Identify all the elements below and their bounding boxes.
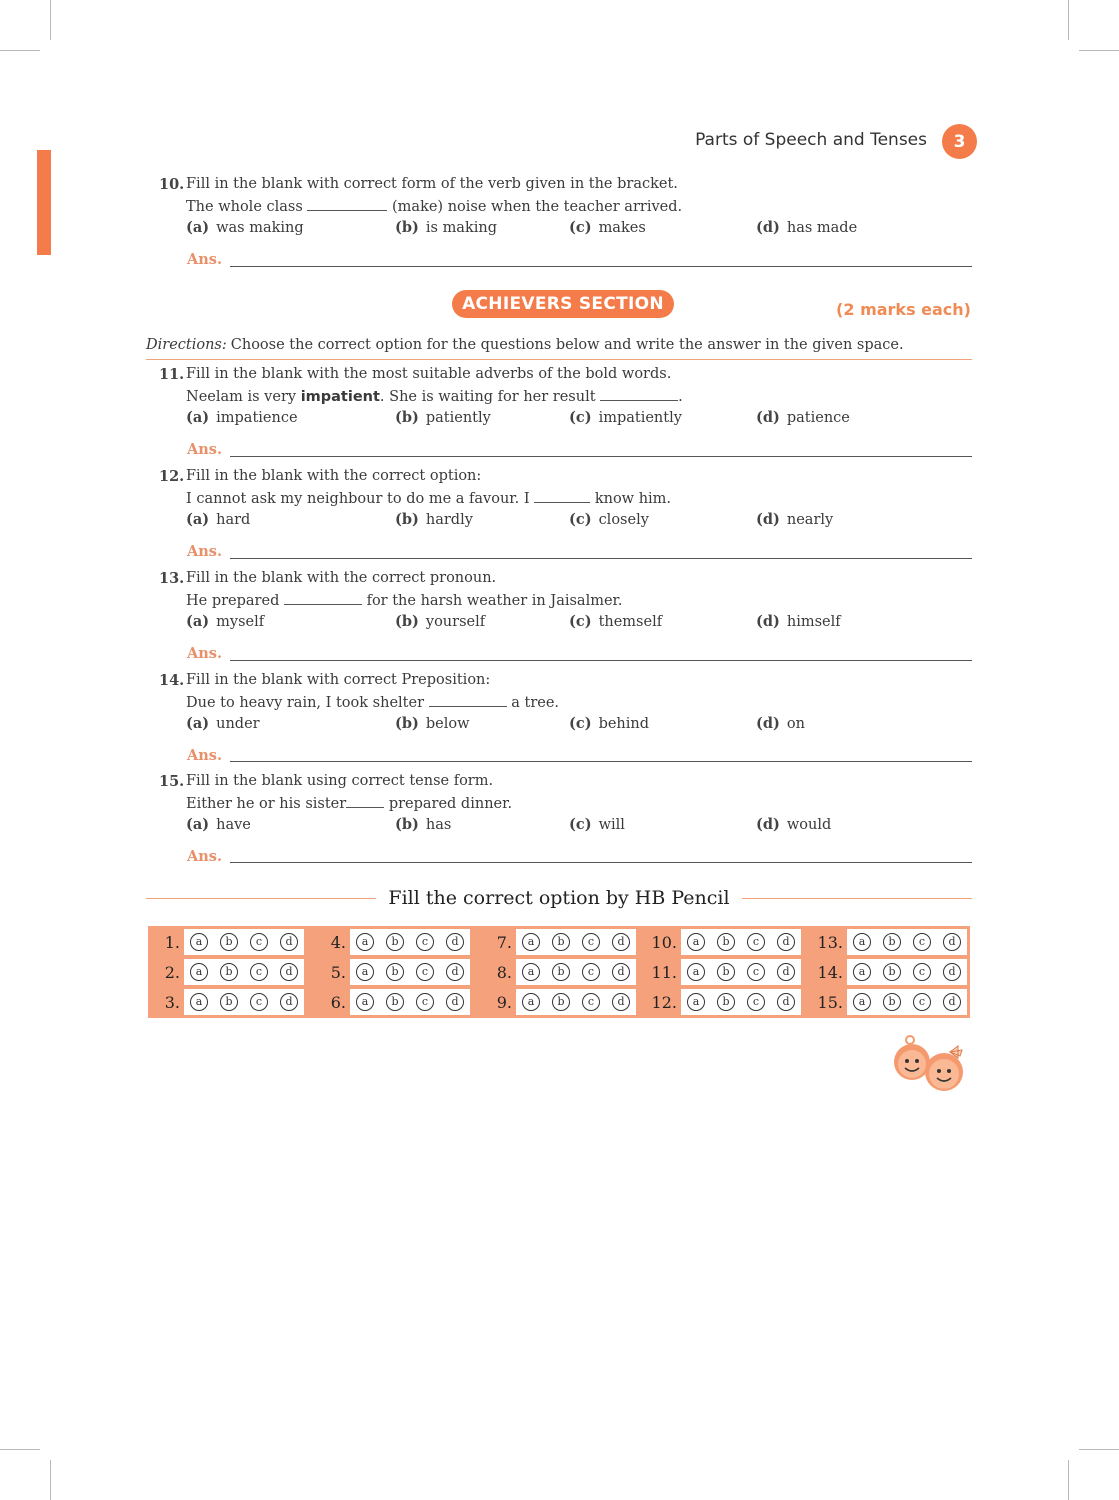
omr-bubble[interactable]: b xyxy=(552,993,570,1011)
omr-question-number: 14. xyxy=(817,962,843,982)
option-a xyxy=(186,217,304,239)
omr-bubble[interactable]: c xyxy=(582,933,600,951)
option-b xyxy=(395,814,451,836)
omr-bubble[interactable]: b xyxy=(883,993,901,1011)
omr-bubble[interactable]: d xyxy=(612,933,630,951)
omr-bubble[interactable]: a xyxy=(522,933,540,951)
question-14 xyxy=(159,670,979,735)
option-label: (b) xyxy=(395,511,419,528)
sentence-part: The whole class xyxy=(186,198,303,215)
option-c xyxy=(569,713,649,735)
omr-bubble-group xyxy=(350,959,470,985)
option-label: (d) xyxy=(756,613,780,630)
omr-row xyxy=(813,988,967,1016)
page-number-badge: 3 xyxy=(942,124,977,159)
omr-bubble-group xyxy=(681,989,801,1015)
omr-bubble[interactable]: a xyxy=(356,993,374,1011)
answer-line[interactable] xyxy=(230,456,972,457)
omr-bubble[interactable]: a xyxy=(522,963,540,981)
answer-blank xyxy=(346,793,384,808)
omr-bubble-group xyxy=(184,959,304,985)
omr-bubble[interactable]: a xyxy=(853,933,871,951)
question-prompt: Fill in the blank with the correct pronoun. xyxy=(186,570,497,586)
sentence-part: for the harsh weather in Jaisalmer. xyxy=(366,592,623,609)
crop-mark xyxy=(1068,1460,1069,1500)
option-text: impatience xyxy=(216,410,298,426)
option-text: nearly xyxy=(786,512,834,528)
divider xyxy=(146,359,972,360)
omr-bubble[interactable]: d xyxy=(446,963,464,981)
option-text: closely xyxy=(598,512,649,528)
omr-bubble[interactable]: a xyxy=(190,963,208,981)
question-prompt: Fill in the blank using correct tense form. xyxy=(186,773,494,789)
option-label: (a) xyxy=(186,219,210,236)
omr-bubble[interactable]: d xyxy=(280,933,298,951)
crop-mark xyxy=(0,1449,40,1450)
option-label: (a) xyxy=(186,409,210,426)
omr-bubble[interactable]: a xyxy=(356,963,374,981)
chapter-title: Parts of Speech and Tenses xyxy=(695,130,927,150)
question-number: 12. xyxy=(159,468,185,485)
option-b xyxy=(395,407,491,429)
omr-bubble[interactable]: c xyxy=(250,963,268,981)
omr-bubble-group xyxy=(516,929,636,955)
option-label: (d) xyxy=(756,219,780,236)
option-label: (b) xyxy=(395,715,419,732)
ans-label: Ans. xyxy=(187,747,223,764)
option-label: (b) xyxy=(395,219,419,236)
answer-blank xyxy=(534,488,590,503)
question-prompt: Fill in the blank with correct Preposition: xyxy=(186,672,491,688)
omr-bubble[interactable]: d xyxy=(777,993,795,1011)
ans-label: Ans. xyxy=(187,441,223,458)
question-sentence xyxy=(186,488,671,510)
option-text: have xyxy=(216,817,251,833)
omr-bubble[interactable]: a xyxy=(356,933,374,951)
question-sentence xyxy=(186,590,622,612)
omr-bubble-group xyxy=(847,989,967,1015)
omr-bubble[interactable]: c xyxy=(416,993,434,1011)
omr-question-number: 3. xyxy=(164,992,180,1012)
option-text: patience xyxy=(786,410,850,426)
omr-row xyxy=(647,928,801,956)
option-text: behind xyxy=(598,716,650,732)
omr-bubble[interactable]: d xyxy=(612,963,630,981)
option-c xyxy=(569,509,649,531)
option-d xyxy=(756,509,833,531)
crop-mark xyxy=(50,1460,51,1500)
omr-title-row xyxy=(146,887,972,909)
sentence-part: a tree. xyxy=(511,694,560,711)
ans-label: Ans. xyxy=(187,645,223,662)
question-15 xyxy=(159,771,979,836)
answer-line[interactable] xyxy=(230,660,972,661)
question-prompt: Fill in the blank with correct form of the verb given in the bracket. xyxy=(186,176,678,192)
option-b xyxy=(395,509,473,531)
omr-bubble[interactable]: d xyxy=(943,933,961,951)
option-label: (d) xyxy=(756,511,780,528)
option-text: has xyxy=(425,817,452,833)
omr-bubble[interactable]: a xyxy=(687,963,705,981)
omr-bubble[interactable]: a xyxy=(687,933,705,951)
question-12 xyxy=(159,466,979,531)
ans-label: Ans. xyxy=(187,251,223,268)
omr-bubble[interactable]: a xyxy=(522,993,540,1011)
option-label: (c) xyxy=(569,511,592,528)
omr-question-number: 6. xyxy=(330,992,346,1012)
answer-line[interactable] xyxy=(230,761,972,762)
option-text: has made xyxy=(786,220,858,236)
omr-bubble[interactable]: b xyxy=(717,963,735,981)
option-text: makes xyxy=(598,220,646,236)
omr-bubble[interactable]: b xyxy=(220,993,238,1011)
omr-bubble[interactable]: b xyxy=(552,963,570,981)
omr-row xyxy=(150,928,304,956)
omr-question-number: 8. xyxy=(496,962,512,982)
sentence-part: . xyxy=(678,388,683,405)
omr-row xyxy=(813,958,967,986)
marks-note: (2 marks each) xyxy=(836,300,971,319)
directions-label: Directions: xyxy=(146,337,227,353)
omr-bubble[interactable]: d xyxy=(943,963,961,981)
sentence-part: Due to heavy rain, I took shelter xyxy=(186,694,425,711)
divider xyxy=(742,898,972,899)
option-c xyxy=(569,217,646,239)
question-number: 13. xyxy=(159,570,185,587)
omr-row xyxy=(813,928,967,956)
option-d xyxy=(756,407,850,429)
option-label: (b) xyxy=(395,613,419,630)
omr-question-number: 7. xyxy=(496,932,512,952)
question-number: 11. xyxy=(159,366,185,383)
sentence-part: Either he or his sister xyxy=(186,795,347,812)
option-text: hardly xyxy=(425,512,473,528)
question-prompt: Fill in the blank with the correct option: xyxy=(186,468,482,484)
omr-row xyxy=(482,958,636,986)
sentence-part: I cannot ask my neighbour to do me a favour. I xyxy=(186,490,530,507)
divider xyxy=(146,898,376,899)
omr-bubble[interactable]: c xyxy=(250,993,268,1011)
question-13 xyxy=(159,568,979,633)
option-d xyxy=(756,217,857,239)
option-text: patiently xyxy=(425,410,491,426)
option-text: impatiently xyxy=(598,410,682,426)
omr-bubble[interactable]: b xyxy=(386,963,404,981)
ans-label: Ans. xyxy=(187,543,223,560)
option-text: is making xyxy=(425,220,498,236)
answer-line[interactable] xyxy=(230,862,972,863)
omr-bubble-group xyxy=(350,929,470,955)
omr-row xyxy=(647,958,801,986)
option-text: would xyxy=(786,817,832,833)
omr-question-number: 13. xyxy=(817,932,843,952)
omr-question-number: 4. xyxy=(330,932,346,952)
omr-bubble[interactable]: b xyxy=(883,963,901,981)
option-label: (c) xyxy=(569,409,592,426)
option-a xyxy=(186,713,260,735)
omr-bubble[interactable]: c xyxy=(582,963,600,981)
omr-bubble[interactable]: b xyxy=(220,933,238,951)
crop-mark xyxy=(1079,50,1119,51)
question-sentence xyxy=(186,196,682,218)
option-label: (b) xyxy=(395,409,419,426)
omr-question-number: 2. xyxy=(164,962,180,982)
omr-question-number: 10. xyxy=(651,932,677,952)
omr-bubble[interactable]: c xyxy=(913,993,931,1011)
omr-bubble-group xyxy=(847,929,967,955)
option-text: will xyxy=(598,817,625,833)
omr-row xyxy=(316,958,470,986)
option-d xyxy=(756,713,805,735)
omr-row xyxy=(482,928,636,956)
question-prompt: Fill in the blank with the most suitable adverbs of the bold words. xyxy=(186,366,672,382)
omr-bubble-group xyxy=(184,989,304,1015)
omr-bubble[interactable]: b xyxy=(220,963,238,981)
omr-bubble[interactable]: d xyxy=(280,993,298,1011)
option-label: (d) xyxy=(756,409,780,426)
omr-bubble[interactable]: d xyxy=(777,933,795,951)
omr-title: Fill the correct option by HB Pencil xyxy=(388,887,730,909)
answer-line[interactable] xyxy=(230,266,972,267)
crop-mark xyxy=(1068,0,1069,40)
sentence-part: prepared dinner. xyxy=(388,795,513,812)
omr-bubble[interactable]: b xyxy=(386,933,404,951)
option-text: themself xyxy=(598,614,663,630)
omr-question-number: 15. xyxy=(817,992,843,1012)
omr-bubble[interactable]: d xyxy=(943,993,961,1011)
directions-text: Choose the correct option for the questions below and write the answer in the given space. xyxy=(230,337,904,353)
bold-word: impatient xyxy=(300,388,380,405)
answer-blank xyxy=(600,386,678,401)
omr-row xyxy=(316,928,470,956)
omr-question-number: 1. xyxy=(164,932,180,952)
omr-bubble-group xyxy=(847,959,967,985)
omr-bubble[interactable]: c xyxy=(747,963,765,981)
option-label: (d) xyxy=(756,816,780,833)
omr-row xyxy=(647,988,801,1016)
omr-bubble[interactable]: a xyxy=(190,993,208,1011)
option-b xyxy=(395,611,485,633)
crop-mark xyxy=(1079,1449,1119,1450)
omr-answer-grid xyxy=(148,926,970,1018)
sentence-part: (make) noise when the teacher arrived. xyxy=(392,198,683,215)
twin-babies-icon xyxy=(888,1032,970,1094)
crop-mark xyxy=(50,0,51,40)
option-label: (a) xyxy=(186,816,210,833)
omr-bubble[interactable]: c xyxy=(913,963,931,981)
omr-question-number: 9. xyxy=(496,992,512,1012)
ans-label: Ans. xyxy=(187,848,223,865)
option-label: (b) xyxy=(395,816,419,833)
crop-mark xyxy=(0,50,40,51)
omr-bubble[interactable]: d xyxy=(446,933,464,951)
question-sentence xyxy=(186,692,559,714)
option-c xyxy=(569,407,682,429)
option-a xyxy=(186,407,298,429)
question-11 xyxy=(159,364,979,429)
omr-bubble[interactable]: a xyxy=(190,933,208,951)
sentence-part: know him. xyxy=(594,490,672,507)
side-accent-bar xyxy=(37,150,51,255)
omr-bubble[interactable]: b xyxy=(552,933,570,951)
omr-bubble-group xyxy=(516,959,636,985)
sentence-part: He prepared xyxy=(186,592,280,609)
omr-bubble[interactable]: b xyxy=(883,933,901,951)
option-text: yourself xyxy=(425,614,486,630)
option-c xyxy=(569,814,625,836)
omr-question-number: 11. xyxy=(651,962,677,982)
question-sentence xyxy=(186,793,512,815)
omr-question-number: 12. xyxy=(651,992,677,1012)
omr-row xyxy=(150,988,304,1016)
answer-blank xyxy=(429,692,507,707)
omr-bubble[interactable]: b xyxy=(717,993,735,1011)
answer-blank xyxy=(307,196,387,211)
omr-bubble[interactable]: c xyxy=(250,933,268,951)
omr-bubble[interactable]: a xyxy=(687,993,705,1011)
omr-row xyxy=(150,958,304,986)
omr-bubble-group xyxy=(681,959,801,985)
omr-bubble[interactable]: d xyxy=(446,993,464,1011)
option-label: (d) xyxy=(756,715,780,732)
omr-bubble[interactable]: d xyxy=(777,963,795,981)
option-text: himself xyxy=(786,614,841,630)
option-label: (a) xyxy=(186,511,210,528)
omr-bubble[interactable]: c xyxy=(747,993,765,1011)
question-sentence xyxy=(186,386,683,408)
option-label: (a) xyxy=(186,613,210,630)
directions xyxy=(146,337,904,353)
option-label: (c) xyxy=(569,715,592,732)
omr-question-number: 5. xyxy=(330,962,346,982)
omr-bubble[interactable]: d xyxy=(612,993,630,1011)
omr-bubble[interactable]: a xyxy=(853,963,871,981)
omr-bubble[interactable]: c xyxy=(416,963,434,981)
option-a xyxy=(186,509,250,531)
achievers-section-banner: ACHIEVERS SECTION xyxy=(452,290,674,318)
omr-bubble-group xyxy=(516,989,636,1015)
option-text: under xyxy=(216,716,260,732)
omr-bubble[interactable]: b xyxy=(386,993,404,1011)
omr-bubble-group xyxy=(184,929,304,955)
omr-bubble[interactable]: c xyxy=(416,933,434,951)
option-d xyxy=(756,814,831,836)
sentence-part: . She is waiting for her result xyxy=(379,388,596,405)
omr-bubble[interactable]: b xyxy=(717,933,735,951)
option-d xyxy=(756,611,841,633)
omr-bubble[interactable]: c xyxy=(913,933,931,951)
answer-blank xyxy=(284,590,362,605)
option-b xyxy=(395,713,470,735)
answer-line[interactable] xyxy=(230,558,972,559)
option-c xyxy=(569,611,662,633)
question-number: 14. xyxy=(159,672,185,689)
option-label: (c) xyxy=(569,219,592,236)
option-a xyxy=(186,814,251,836)
option-b xyxy=(395,217,497,239)
question-number: 15. xyxy=(159,773,185,790)
option-a xyxy=(186,611,264,633)
option-label: (c) xyxy=(569,613,592,630)
option-text: below xyxy=(425,716,470,732)
option-label: (a) xyxy=(186,715,210,732)
omr-row xyxy=(316,988,470,1016)
option-text: was making xyxy=(216,220,304,236)
option-text: hard xyxy=(216,512,251,528)
omr-bubble-group xyxy=(350,989,470,1015)
omr-bubble[interactable]: c xyxy=(582,993,600,1011)
omr-bubble[interactable]: d xyxy=(280,963,298,981)
omr-bubble[interactable]: c xyxy=(747,933,765,951)
omr-bubble[interactable]: a xyxy=(853,993,871,1011)
sentence-part: Neelam is very xyxy=(186,388,297,405)
option-text: on xyxy=(786,716,805,732)
omr-row xyxy=(482,988,636,1016)
omr-bubble-group xyxy=(681,929,801,955)
question-10 xyxy=(159,174,979,239)
question-number: 10. xyxy=(159,176,185,193)
option-label: (c) xyxy=(569,816,592,833)
option-text: myself xyxy=(216,614,265,630)
